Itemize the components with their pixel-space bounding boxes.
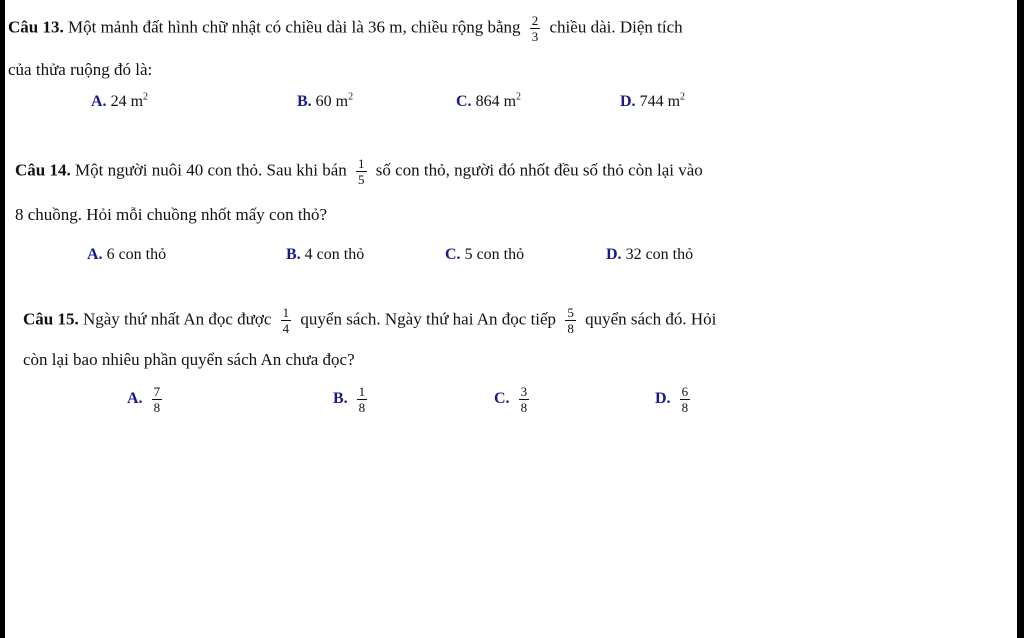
question-15-fraction-2: $\frac{5}{8}$ — [567, 305, 574, 336]
question-14-text-1: Một người nuôi 40 con thỏ. Sau khi bán — [74, 160, 347, 180]
question-14-option-a[interactable]: A. 6 con thỏ — [87, 246, 167, 263]
question-13-text-1: Một mảnh đất hình chữ nhật có chiều dài là 36 m, chiều rộng bằng — [67, 17, 521, 37]
question-15-text-3: quyển sách đó. Hỏi — [585, 309, 717, 329]
question-14-line-2: 8 chuồng. Hỏi mỗi chuồng nhốt mấy con thỏ? — [15, 205, 328, 224]
question-13-option-b[interactable]: B. 60 $m^2$ — [297, 91, 354, 110]
question-13-text-2: chiều dài. Diện tích — [549, 17, 683, 37]
question-13-option-c[interactable]: C. 864 $m^2$ — [456, 91, 522, 110]
question-15-line-1 — [23, 306, 716, 335]
question-15-option-a[interactable]: A. $\frac{7}{8}$ — [127, 384, 161, 415]
question-14-line-1 — [15, 157, 703, 186]
question-15-option-d[interactable]: D. $\frac{6}{8}$ — [655, 384, 689, 415]
question-14-title: Câu 14. — [15, 160, 71, 180]
question-14-option-b[interactable]: B. 4 con thỏ — [286, 246, 365, 263]
question-13-option-a[interactable]: A. 24 $m^2$ — [91, 91, 149, 110]
question-13-title: Câu 13. — [8, 17, 64, 37]
question-13-line-1 — [8, 14, 683, 43]
question-15-text-2: quyển sách. Ngày thứ hai An đọc tiếp — [300, 309, 557, 329]
question-13-option-d[interactable]: D. 744 $m^2$ — [620, 91, 686, 110]
question-15-title: Câu 15. — [23, 309, 79, 329]
question-15-option-b[interactable]: B. $\frac{1}{8}$ — [333, 384, 366, 415]
question-15-text-1: Ngày thứ nhất An đọc được — [82, 309, 272, 329]
document-page — [5, 0, 1017, 638]
question-13-fraction: $\frac{2}{3}$ — [531, 13, 539, 44]
question-14-fraction: $\frac{1}{5}$ — [358, 156, 365, 187]
question-13-line-2: của thửa ruộng đó là: — [8, 60, 153, 79]
question-15-line-2: còn lại bao nhiêu phần quyển sách An chưa đọc? — [23, 350, 355, 369]
question-14-option-d[interactable]: D. 32 con thỏ — [606, 246, 694, 263]
question-14-text-2: số con thỏ, người đó nhốt đều số thỏ còn lại vào — [375, 160, 703, 180]
question-15-fraction-1: $\frac{1}{4}$ — [282, 305, 290, 336]
question-15-option-c[interactable]: C. $\frac{3}{8}$ — [494, 384, 528, 415]
question-14-option-c[interactable]: C. 5 con thỏ — [445, 246, 525, 263]
